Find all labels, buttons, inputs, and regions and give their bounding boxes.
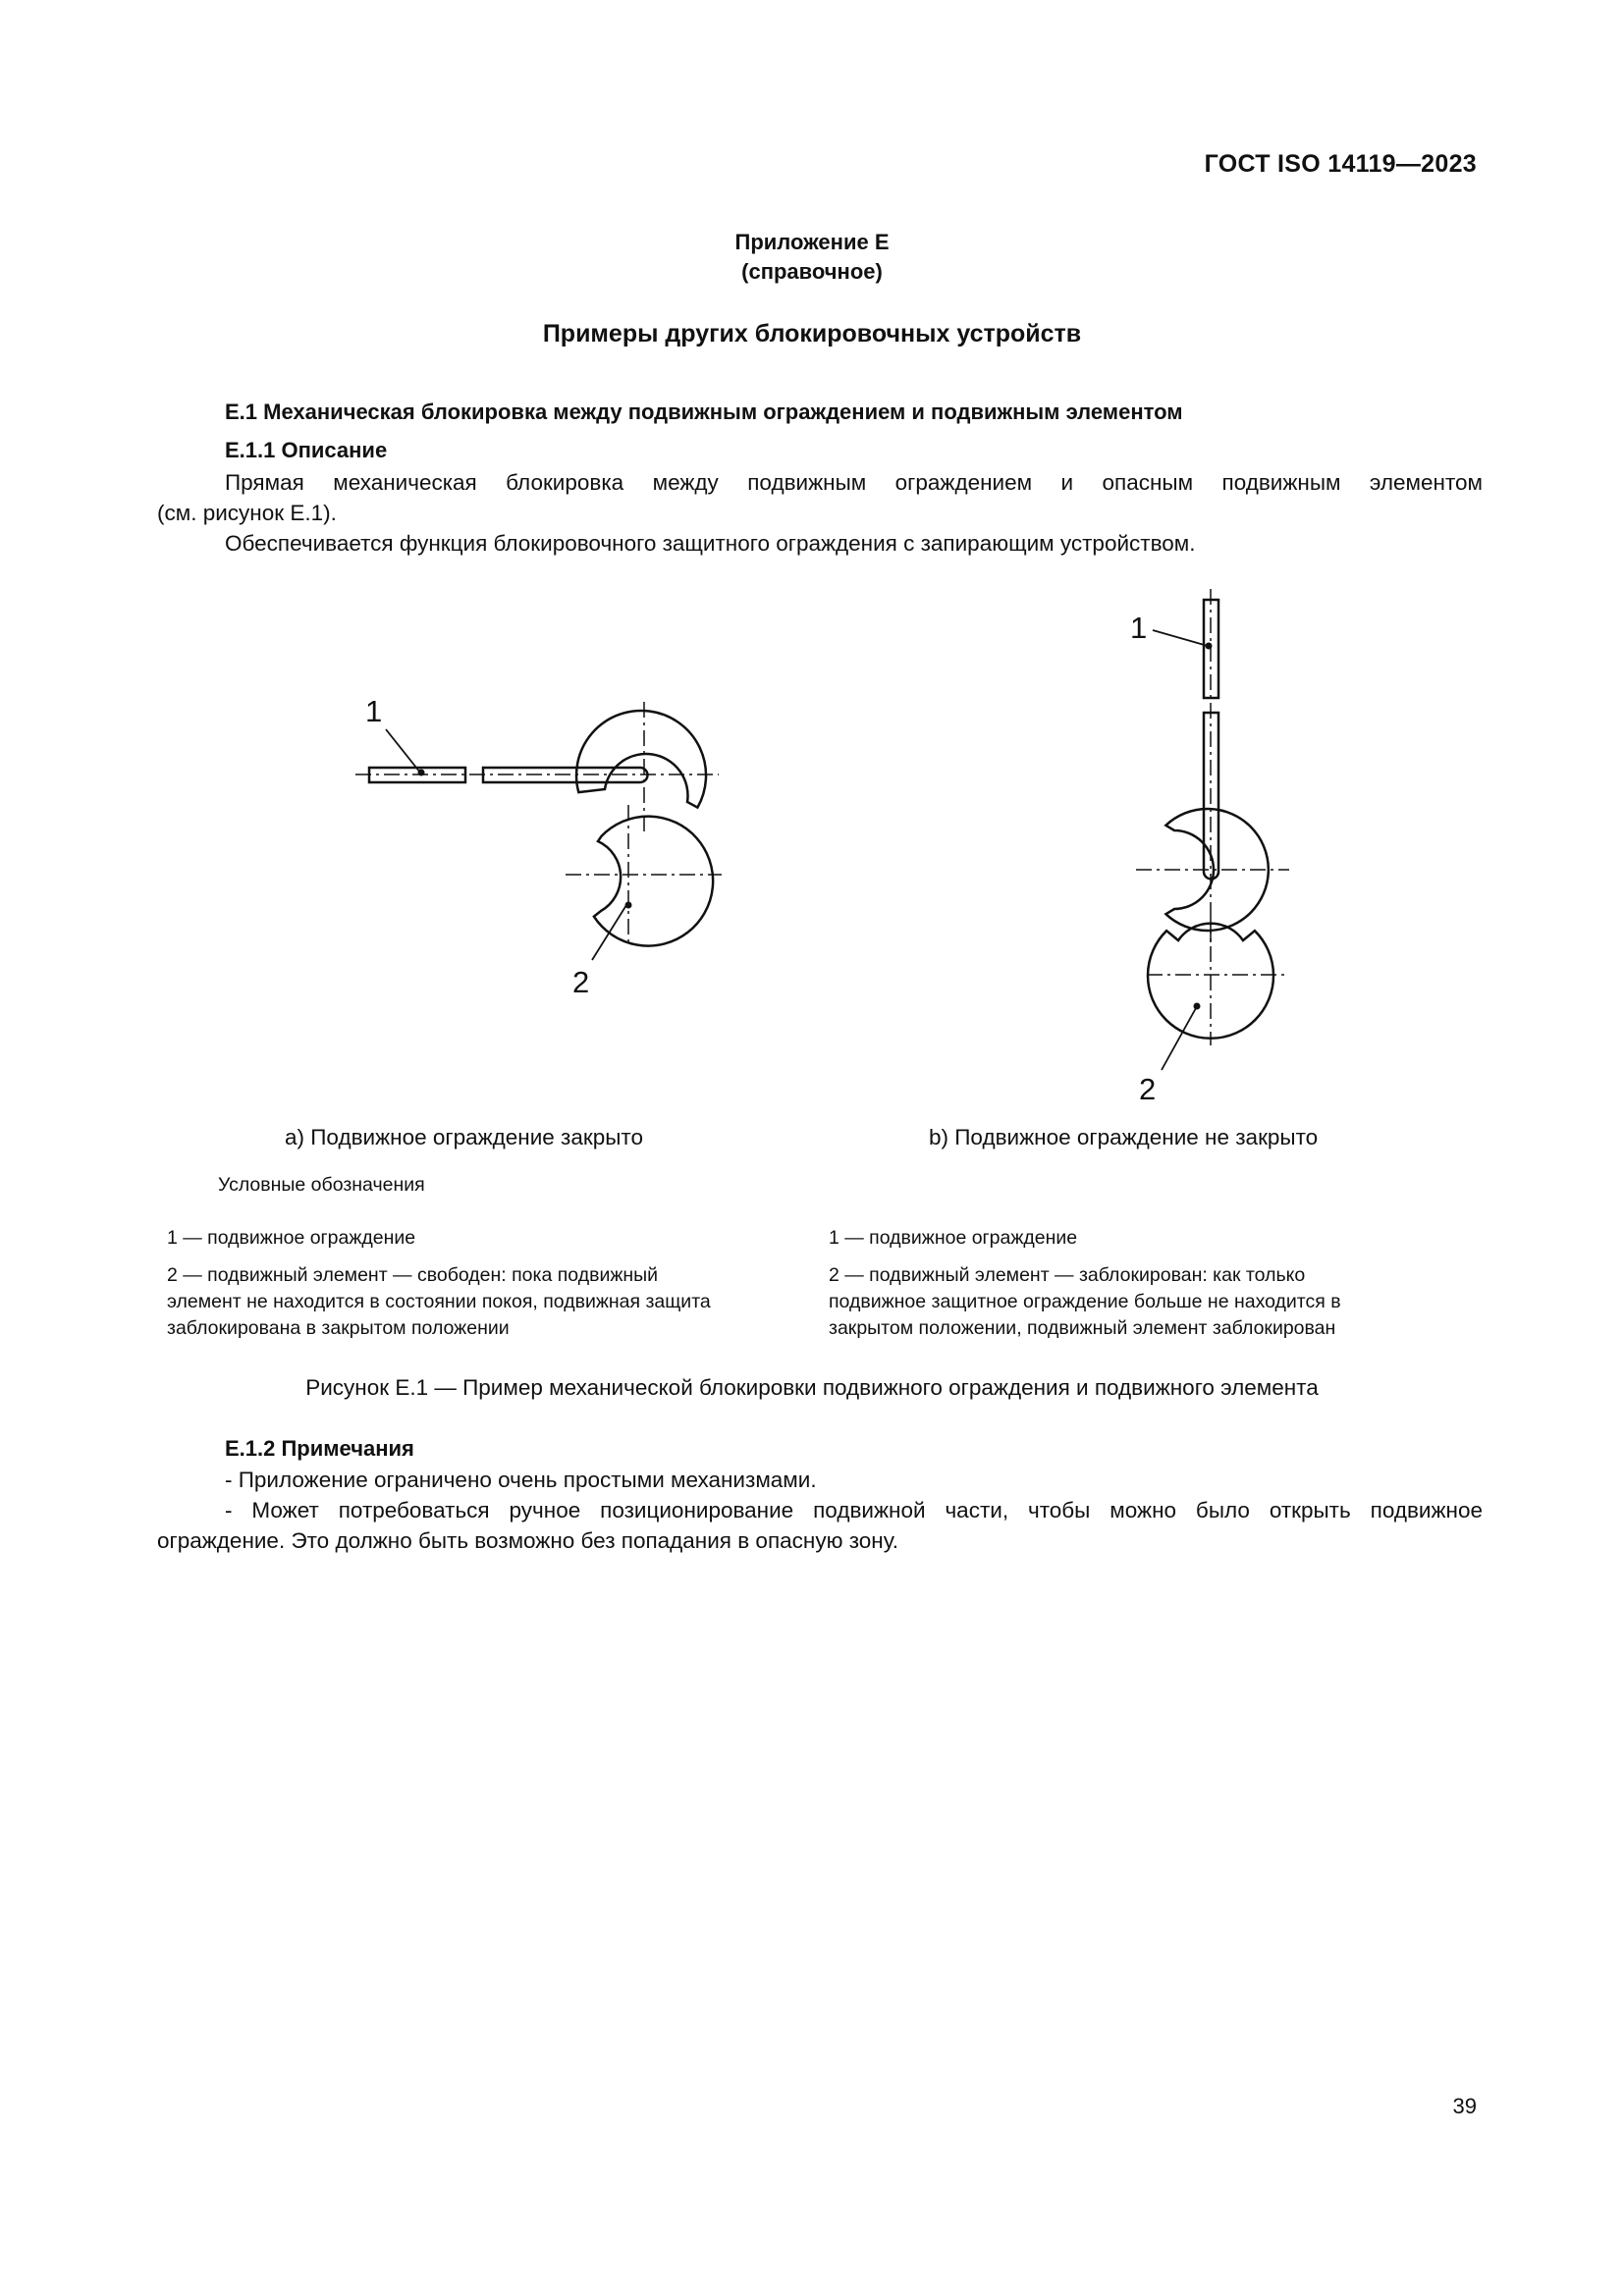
annex-title: Приложение Е [734, 230, 890, 254]
figure-b-leader-2 [1162, 1008, 1196, 1070]
legend-a-item-2 [167, 1262, 835, 1342]
legend-line: заблокирована в закрытом положении [167, 1317, 510, 1339]
figure-b-label-2: 2 [1139, 1072, 1157, 1106]
legend-line: 2 — подвижный элемент — свободен: пока подвижный [167, 1264, 659, 1286]
section-e11-heading: Е.1.1 Описание [225, 438, 388, 462]
page-number: 39 [1452, 2094, 1477, 2118]
paragraph-line: (см. рисунок Е.1). [157, 501, 337, 525]
figure-a-lower-disc [594, 817, 713, 946]
figure-a-leader-1 [386, 729, 420, 773]
figure-b-caption: b) Подвижное ограждение не закрыто [929, 1125, 1319, 1149]
figure-caption: Рисунок Е.1 — Пример механической блокировки подвижного ограждения и подвижного элемента [305, 1375, 1319, 1400]
document-id: ГОСТ ISO 14119—2023 [1204, 150, 1477, 178]
legend-b-item-2 [829, 1262, 1496, 1342]
figure-e1-drawing [0, 0, 1624, 1139]
note-2-line-1: - Может потребоваться ручное позиционирование подвижной части, чтобы можно было открыть подвижное [225, 1498, 1483, 1522]
section-e1-heading: Е.1 Механическая блокировка между подвижным ограждением и подвижным элементом [225, 400, 1183, 424]
figure-a-dot-2 [625, 902, 632, 909]
legend-a-item-1: 1 — подвижное ограждение [167, 1227, 416, 1249]
figure-b-dot-1 [1206, 643, 1213, 650]
figure-a-upper-disc [576, 711, 706, 808]
legend-b-item-1: 1 — подвижное ограждение [829, 1227, 1078, 1249]
annex-type: (справочное) [741, 259, 883, 284]
legend-line: подвижное защитное ограждение больше не находится в [829, 1291, 1341, 1312]
legend-title: Условные обозначения [218, 1174, 425, 1196]
paragraph-line: Прямая механическая блокировка между подвижным ограждением и опасным подвижным элементом [225, 470, 1483, 495]
legend-b [829, 1225, 1496, 1342]
figure-a-dot-1 [418, 770, 425, 776]
legend-line: 2 — подвижный элемент — заблокирован: как только [829, 1264, 1306, 1286]
figure-b-dot-2 [1194, 1003, 1201, 1010]
notes [157, 1465, 1483, 1556]
figure-a-caption: а) Подвижное ограждение закрыто [285, 1125, 643, 1149]
note-2-line-2: ограждение. Это должно быть возможно без попадания в опасную зону. [157, 1528, 898, 1553]
legend-line: элемент не находится в состоянии покоя, подвижная защита [167, 1291, 711, 1312]
figure-a-label-1: 1 [365, 694, 383, 728]
figure-b-label-1: 1 [1130, 611, 1148, 645]
paragraph-line: Обеспечивается функция блокировочного защитного ограждения с запирающим устройством. [225, 531, 1196, 556]
note-1: - Приложение ограничено очень простыми механизмами. [225, 1468, 817, 1492]
legend-a [167, 1225, 835, 1342]
figure-a-label-2: 2 [572, 965, 590, 999]
page-title: Примеры других блокировочных устройств [542, 320, 1082, 347]
legend-line: закрытом положении, подвижный элемент заблокирован [829, 1317, 1336, 1339]
section-e12-heading: Е.1.2 Примечания [225, 1436, 414, 1461]
figure-b-leader-1 [1153, 630, 1208, 646]
